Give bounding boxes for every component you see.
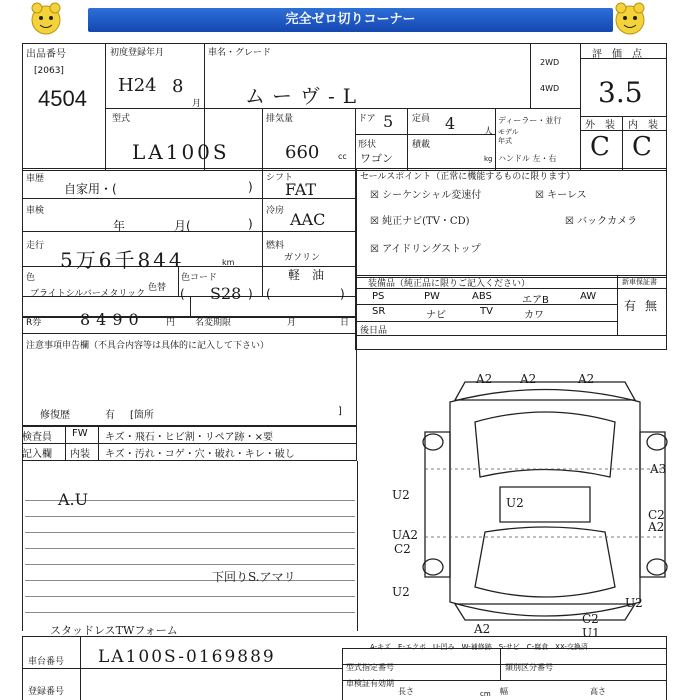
shift-label: シフト bbox=[266, 173, 294, 183]
shape-value: ワゴン bbox=[360, 152, 393, 165]
history-label: 車歴 bbox=[26, 174, 45, 184]
shape-label: 形状 bbox=[358, 140, 377, 150]
history-close: ) bbox=[248, 180, 253, 194]
model-label: 型式 bbox=[112, 114, 131, 124]
mark-8: C2 bbox=[648, 508, 665, 522]
name-label: 車名・グレード bbox=[208, 48, 272, 58]
mark-13: A2 bbox=[474, 622, 491, 636]
repair-label: 修復歴 bbox=[40, 410, 70, 421]
remark-undercarriage: 下回りS.アマリ bbox=[212, 570, 296, 584]
repair-bracket: [箇所 bbox=[130, 410, 154, 421]
shift-value: FAT bbox=[285, 180, 317, 199]
grade-label: 評 価 点 bbox=[592, 49, 642, 60]
mileage-label: 走行 bbox=[26, 241, 45, 251]
inspection-year: 年 bbox=[113, 219, 126, 233]
equip-leather: カワ bbox=[524, 310, 544, 321]
mark-14: C2 bbox=[582, 612, 599, 626]
displacement-value: 660 bbox=[285, 142, 320, 163]
ac-label: 冷房 bbox=[266, 206, 285, 216]
sales-point-2: ☒ キーレス bbox=[535, 190, 587, 201]
inspector-int: 内装 bbox=[70, 449, 90, 460]
equip-aw: AW bbox=[580, 291, 597, 302]
chassis-value: LA100S-0169889 bbox=[98, 647, 276, 667]
notes-label: 注意事項申告欄（不具合内容等は具体的に記入して下さい） bbox=[26, 341, 270, 351]
lot-code: [2063] bbox=[34, 66, 64, 76]
equip-abs: ABS bbox=[472, 291, 492, 302]
color-change-label: 色替 bbox=[148, 283, 167, 293]
doors-value: 5 bbox=[383, 112, 394, 131]
registration-label: 登録番号 bbox=[28, 687, 65, 697]
name-value: ムーヴ-L bbox=[245, 84, 365, 108]
inspection-close: ) bbox=[248, 217, 253, 231]
fuel-close: ) bbox=[340, 287, 345, 301]
sales-point-5: ☒ アイドリングストップ bbox=[370, 244, 481, 255]
mark-4: A3 bbox=[650, 462, 667, 476]
height-label: 高さ bbox=[590, 687, 606, 696]
inspector-fw: FW bbox=[72, 428, 88, 439]
load-unit: kg bbox=[484, 155, 493, 163]
recycle-value: 8490 bbox=[80, 310, 145, 329]
first-reg-year: H24 bbox=[118, 75, 157, 96]
color-label: 色 bbox=[26, 273, 36, 283]
history-value: 自家用・( bbox=[64, 182, 117, 196]
capacity-value: 4 bbox=[445, 114, 456, 133]
ac-value: AAC bbox=[290, 210, 326, 229]
fuel-label: 燃料 bbox=[266, 241, 285, 251]
name-change-day: 日 bbox=[340, 318, 350, 328]
fuel-open: ( bbox=[266, 287, 271, 301]
sales-point-3: ☒ 純正ナビ(TV・CD) bbox=[370, 216, 470, 227]
banner bbox=[0, 0, 700, 38]
banner-title: 完全ゼロ切りコーナー bbox=[285, 12, 416, 27]
inspection-label: 車検 bbox=[26, 206, 45, 216]
equip-pw: PW bbox=[424, 291, 440, 302]
inspection-month: 月( bbox=[174, 219, 191, 233]
width-label: 幅 bbox=[500, 687, 508, 696]
name-change-label: 名変期限 bbox=[195, 318, 232, 328]
drive-4wd: 4WD bbox=[540, 84, 560, 93]
length-label: 長さ bbox=[398, 687, 414, 696]
sales-point-1: ☒ シーケンシャル変速付 bbox=[370, 190, 482, 201]
equip-ps: PS bbox=[372, 291, 385, 302]
recycle-unit: 円 bbox=[166, 318, 176, 328]
model-value: LA100S bbox=[132, 140, 230, 164]
inspector-int-items: キズ・汚れ・コゲ・穴・破れ・キレ・破し bbox=[105, 449, 295, 460]
handle-label: ハンドル 左・右 bbox=[498, 154, 557, 163]
warranty-has: 有 bbox=[624, 299, 637, 313]
sales-point-4: ☒ バックカメラ bbox=[565, 216, 638, 227]
capacity-label: 定員 bbox=[412, 114, 431, 124]
first-reg-month-unit: 月 bbox=[192, 99, 202, 109]
fuel-diesel: 軽 油 bbox=[288, 268, 325, 282]
model-year-label: モデル 年式 bbox=[498, 128, 519, 145]
mascot-left-icon bbox=[28, 2, 64, 36]
mark-3: A2 bbox=[578, 372, 595, 386]
mark-9: A2 bbox=[648, 520, 665, 534]
first-reg-month: 8 bbox=[172, 76, 184, 97]
name-change-month: 月 bbox=[287, 318, 297, 328]
color-code-value: S28 bbox=[210, 284, 242, 303]
rear-seat-label: 後日品 bbox=[360, 326, 388, 336]
equip-navi: ナビ bbox=[426, 310, 446, 321]
mark-5: U2 bbox=[506, 496, 524, 510]
damage-legend: A-キズ E-エクボ U-凹み W-補修跡 S-サビ C-腐食 XX-交換済 bbox=[370, 643, 588, 651]
equip-sr: SR bbox=[372, 306, 386, 317]
grade-value: 3.5 bbox=[598, 76, 643, 109]
mark-6: U2 bbox=[392, 488, 410, 502]
drive-2wd: 2WD bbox=[540, 58, 560, 67]
warranty-label: 新車保証書 bbox=[622, 278, 657, 286]
fuel-gas: ガソリン bbox=[284, 253, 321, 263]
mark-11: C2 bbox=[394, 542, 411, 556]
recycle-label: R券 bbox=[26, 318, 42, 328]
color-code-close: ) bbox=[248, 287, 253, 301]
chassis-label: 車台番号 bbox=[28, 657, 65, 667]
color-value: ブライトシルバーメタリック bbox=[30, 289, 146, 299]
exterior-value: C bbox=[590, 132, 610, 162]
interior-label: 内 装 bbox=[628, 120, 658, 131]
mark-1: A2 bbox=[476, 372, 493, 386]
remark-studless: スタッドレスTWフォーム bbox=[50, 624, 178, 637]
inspector-fw-items: キズ・飛石・ヒビ割・リペア跡・×要 bbox=[105, 432, 273, 443]
mileage-unit: km bbox=[222, 258, 235, 267]
mark-12: U2 bbox=[392, 585, 410, 599]
color-code-open: ( bbox=[180, 287, 185, 301]
displacement-label: 排気量 bbox=[266, 114, 294, 124]
repair-close: ] bbox=[338, 406, 342, 417]
doors-label: ドア bbox=[358, 114, 376, 124]
equip-tv: TV bbox=[480, 306, 493, 317]
model-number-label: 型式指定番号 bbox=[346, 663, 394, 672]
mascot-right-icon bbox=[612, 2, 648, 36]
sales-points-label: セールスポイント（正常に機能するものに限ります） bbox=[360, 172, 576, 182]
mark-15: U1 bbox=[582, 626, 600, 640]
mark-7: U2 bbox=[625, 596, 643, 610]
exterior-label: 外 装 bbox=[585, 120, 615, 131]
mark-2: A2 bbox=[520, 372, 537, 386]
cm-unit: cm bbox=[480, 690, 491, 698]
lot-label: 出品番号 bbox=[26, 49, 66, 60]
displacement-unit: cc bbox=[338, 152, 347, 161]
cert-label: 車検証有効期 bbox=[346, 679, 394, 688]
repair-value: 有 bbox=[105, 410, 115, 421]
warranty-none: 無 bbox=[645, 299, 658, 313]
lot-number: 4504 bbox=[38, 86, 87, 111]
inspector-label-1: 検査員 bbox=[22, 432, 52, 443]
mileage-value: 5万6千844 bbox=[60, 248, 185, 272]
first-reg-label: 初度登録年月 bbox=[110, 48, 165, 58]
interior-value: C bbox=[632, 132, 652, 162]
equipment-label: 装備品（純正品に限りご記入ください） bbox=[368, 279, 531, 289]
inspector-label-2: 記入欄 bbox=[22, 449, 52, 460]
class-number-label: 類別区分番号 bbox=[505, 663, 553, 672]
mark-10: UA2 bbox=[392, 528, 419, 542]
dealer-label: ディーラー・並行 bbox=[498, 116, 562, 125]
load-label: 積載 bbox=[412, 140, 431, 150]
remark-au: A.U bbox=[58, 490, 89, 509]
color-code-label: 色コード bbox=[181, 273, 218, 283]
capacity-unit: 人 bbox=[484, 127, 494, 137]
equip-airbag: エアB bbox=[522, 295, 549, 306]
